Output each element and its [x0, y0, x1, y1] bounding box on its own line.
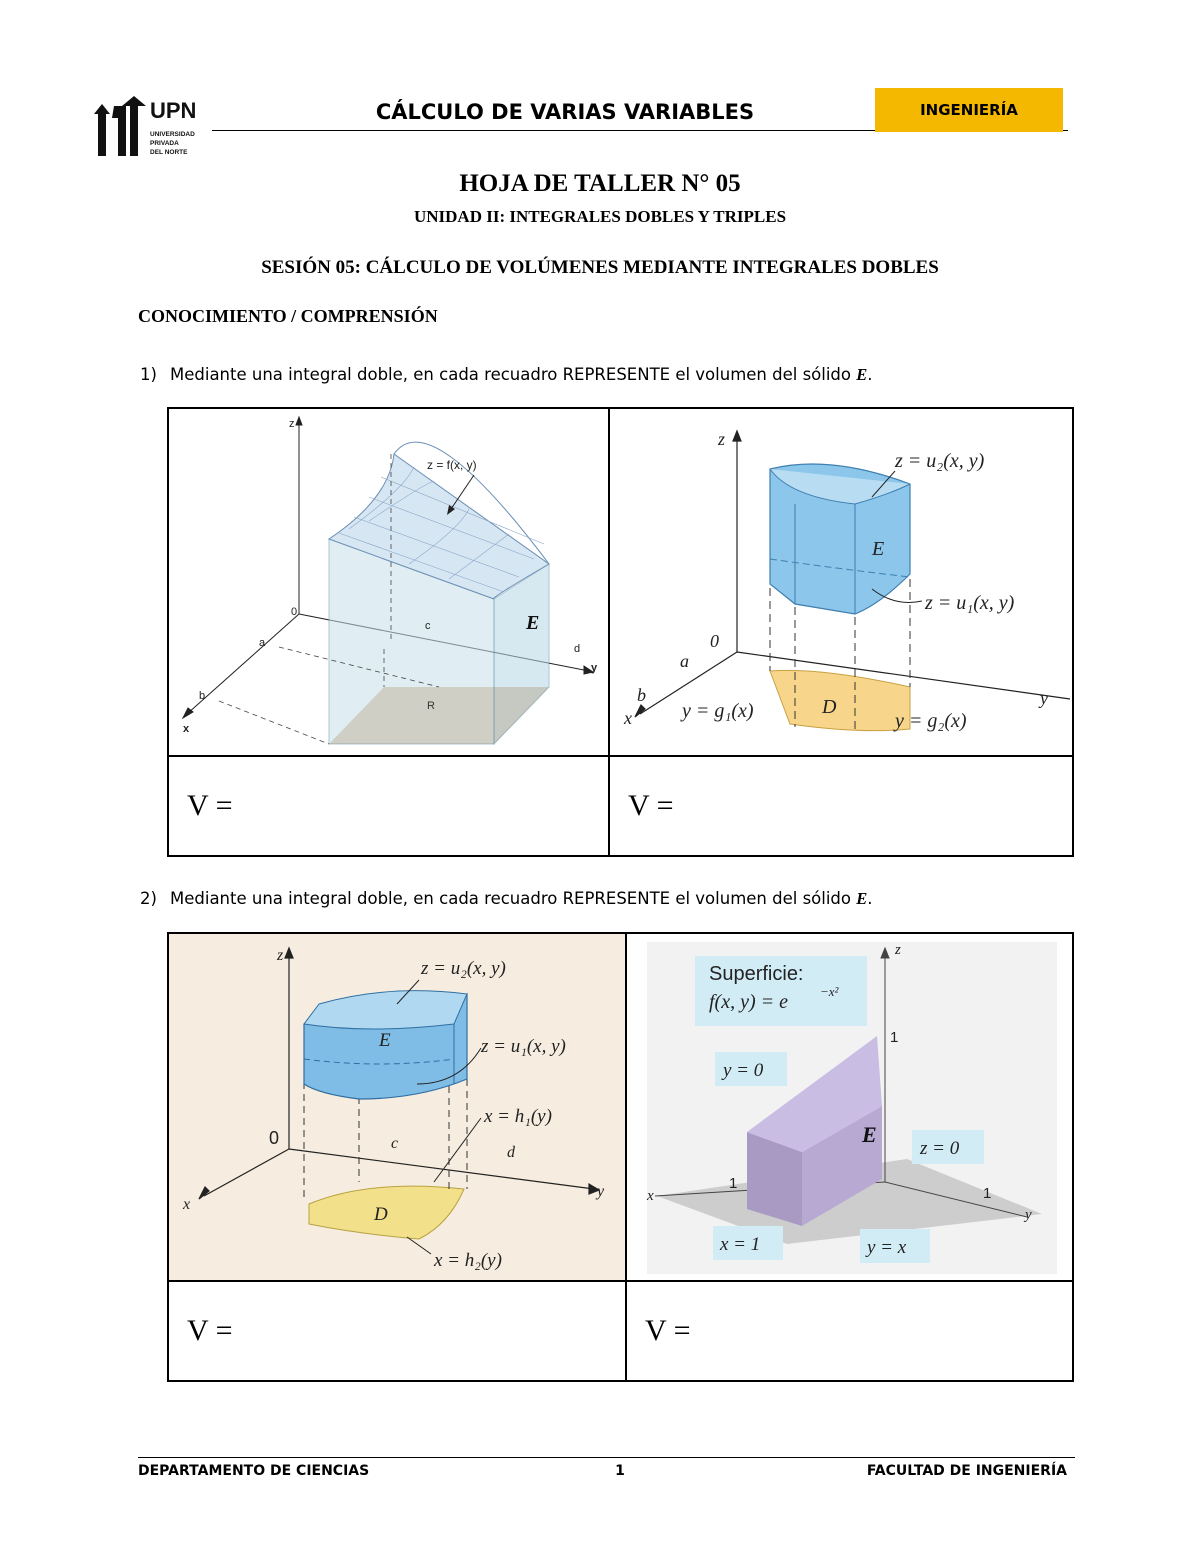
figure-surface-over-rectangle	[169, 409, 610, 755]
section-title: CONOCIMIENTO / COMPRENSIÓN	[138, 306, 438, 326]
z-axis-label: z	[289, 418, 295, 430]
volume-label: V =	[645, 1314, 691, 1347]
surface-caption: Superficie:	[709, 963, 804, 985]
question-text: Mediante una integral doble, en cada recuadro REPRESENTE el volumen del sólido	[170, 365, 857, 384]
x-axis-label: x	[647, 1188, 654, 1204]
answer-cell[interactable]	[626, 1281, 1073, 1381]
x-axis-label: x	[624, 708, 632, 728]
question-number: 1)	[140, 365, 157, 384]
svg-text:UPN: UPN	[150, 98, 197, 123]
z-axis-label: z	[277, 947, 284, 964]
surface-label: z = f(x, y)	[427, 458, 477, 472]
solid-symbol: E	[856, 889, 868, 908]
solid-label: E	[379, 1030, 391, 1051]
solid-label: E	[862, 1122, 877, 1147]
solid-label: E	[872, 538, 885, 560]
z-axis-label: z	[895, 942, 901, 958]
b-label: b	[199, 690, 206, 702]
sheet-title: HOJA DE TALLER N° 05	[459, 170, 741, 197]
answer-cell[interactable]	[168, 1281, 626, 1381]
region-label: R	[427, 700, 435, 712]
g1-label: y = g₁(x)	[682, 700, 754, 722]
y-axis-label: y	[1025, 1207, 1032, 1223]
origin-label: 0	[710, 631, 719, 651]
y-axis-label: y	[1040, 688, 1048, 708]
yx-label: y = x	[867, 1237, 907, 1258]
svg-text:UNIVERSIDAD: UNIVERSIDAD	[150, 131, 195, 138]
z0-label: z = 0	[920, 1138, 960, 1159]
footer-rule	[138, 1457, 1075, 1458]
x-one-label: 1	[729, 1175, 738, 1192]
figure-cell	[626, 933, 1073, 1281]
solid-symbol: E	[856, 365, 868, 384]
volume-label: V =	[187, 789, 233, 822]
a-label: a	[680, 651, 689, 671]
surface-exponent: −x²	[820, 984, 839, 999]
origin-label: 0	[291, 606, 298, 618]
figure-cell	[168, 408, 609, 756]
page-number: 1	[615, 1463, 625, 1479]
x1-label: x = 1	[720, 1234, 761, 1255]
figure-cell	[609, 408, 1073, 756]
svg-text:DEL NORTE: DEL NORTE	[150, 149, 188, 156]
d-label: d	[507, 1144, 515, 1161]
figure-cell	[168, 933, 626, 1281]
h2-label: x = h₂(y)	[434, 1250, 502, 1271]
x-axis-label: x	[183, 1196, 191, 1213]
volume-label: V =	[628, 789, 674, 822]
y-one-label: 1	[983, 1185, 992, 1202]
y-axis-label: y	[597, 1183, 605, 1200]
figure-solid-type1-region	[610, 409, 1074, 755]
bottom-surface-label: z = u₁(x, y)	[925, 592, 1015, 614]
d-label: d	[574, 643, 581, 655]
question-2: 2) Mediante una integral doble, en cada recuadro REPRESENTE el volumen del sólido E.	[140, 889, 873, 908]
top-surface-label: z = u₂(x, y)	[421, 958, 506, 979]
answer-cell[interactable]	[168, 756, 609, 856]
top-surface-label: z = u₂(x, y)	[895, 450, 985, 472]
question-1-table	[167, 407, 1074, 857]
volume-label: V =	[187, 1314, 233, 1347]
question-number: 2)	[140, 889, 157, 908]
b-label: b	[637, 685, 646, 705]
question-1: 1) Mediante una integral doble, en cada recuadro REPRESENTE el volumen del sólido E.	[140, 365, 873, 384]
y-axis-label: y	[591, 662, 598, 674]
answer-cell[interactable]	[609, 756, 1073, 856]
question-text: Mediante una integral doble, en cada recuadro REPRESENTE el volumen del sólido	[170, 889, 857, 908]
c-label: c	[425, 620, 431, 632]
upn-logo	[92, 96, 212, 166]
department-badge: INGENIERÍA	[875, 88, 1063, 132]
c-label: c	[391, 1135, 399, 1152]
session-title: SESIÓN 05: CÁLCULO DE VOLÚMENES MEDIANTE INTEGRALES DOBLES	[261, 257, 939, 278]
figure-solid-type2-region	[169, 934, 627, 1280]
y0-label: y = 0	[723, 1060, 764, 1081]
unit-title: UNIDAD II: INTEGRALES DOBLES Y TRIPLES	[413, 207, 787, 226]
surface-equation: f(x, y) = e	[709, 991, 789, 1013]
question-2-table	[167, 932, 1074, 1382]
footer-department: DEPARTAMENTO DE CIENCIAS	[138, 1463, 370, 1479]
g2-label: y = g₂(x)	[895, 710, 967, 732]
z-axis-label: z	[718, 429, 726, 449]
footer-faculty: FACULTAD DE INGENIERÍA	[866, 1463, 1067, 1479]
bottom-surface-label: z = u₁(x, y)	[481, 1036, 566, 1057]
region-label: D	[822, 696, 837, 718]
figure-gaussian-solid	[627, 934, 1074, 1280]
z-one-label: 1	[890, 1029, 899, 1046]
svg-text:PRIVADA: PRIVADA	[150, 140, 179, 147]
x-axis-label: x	[183, 723, 190, 735]
solid-label: E	[526, 612, 540, 634]
origin-label: 0	[269, 1128, 280, 1148]
region-label: D	[374, 1204, 388, 1225]
course-title: CÁLCULO DE VARIAS VARIABLES	[375, 100, 755, 124]
h1-label: x = h₁(y)	[484, 1106, 552, 1127]
a-label: a	[259, 637, 266, 649]
